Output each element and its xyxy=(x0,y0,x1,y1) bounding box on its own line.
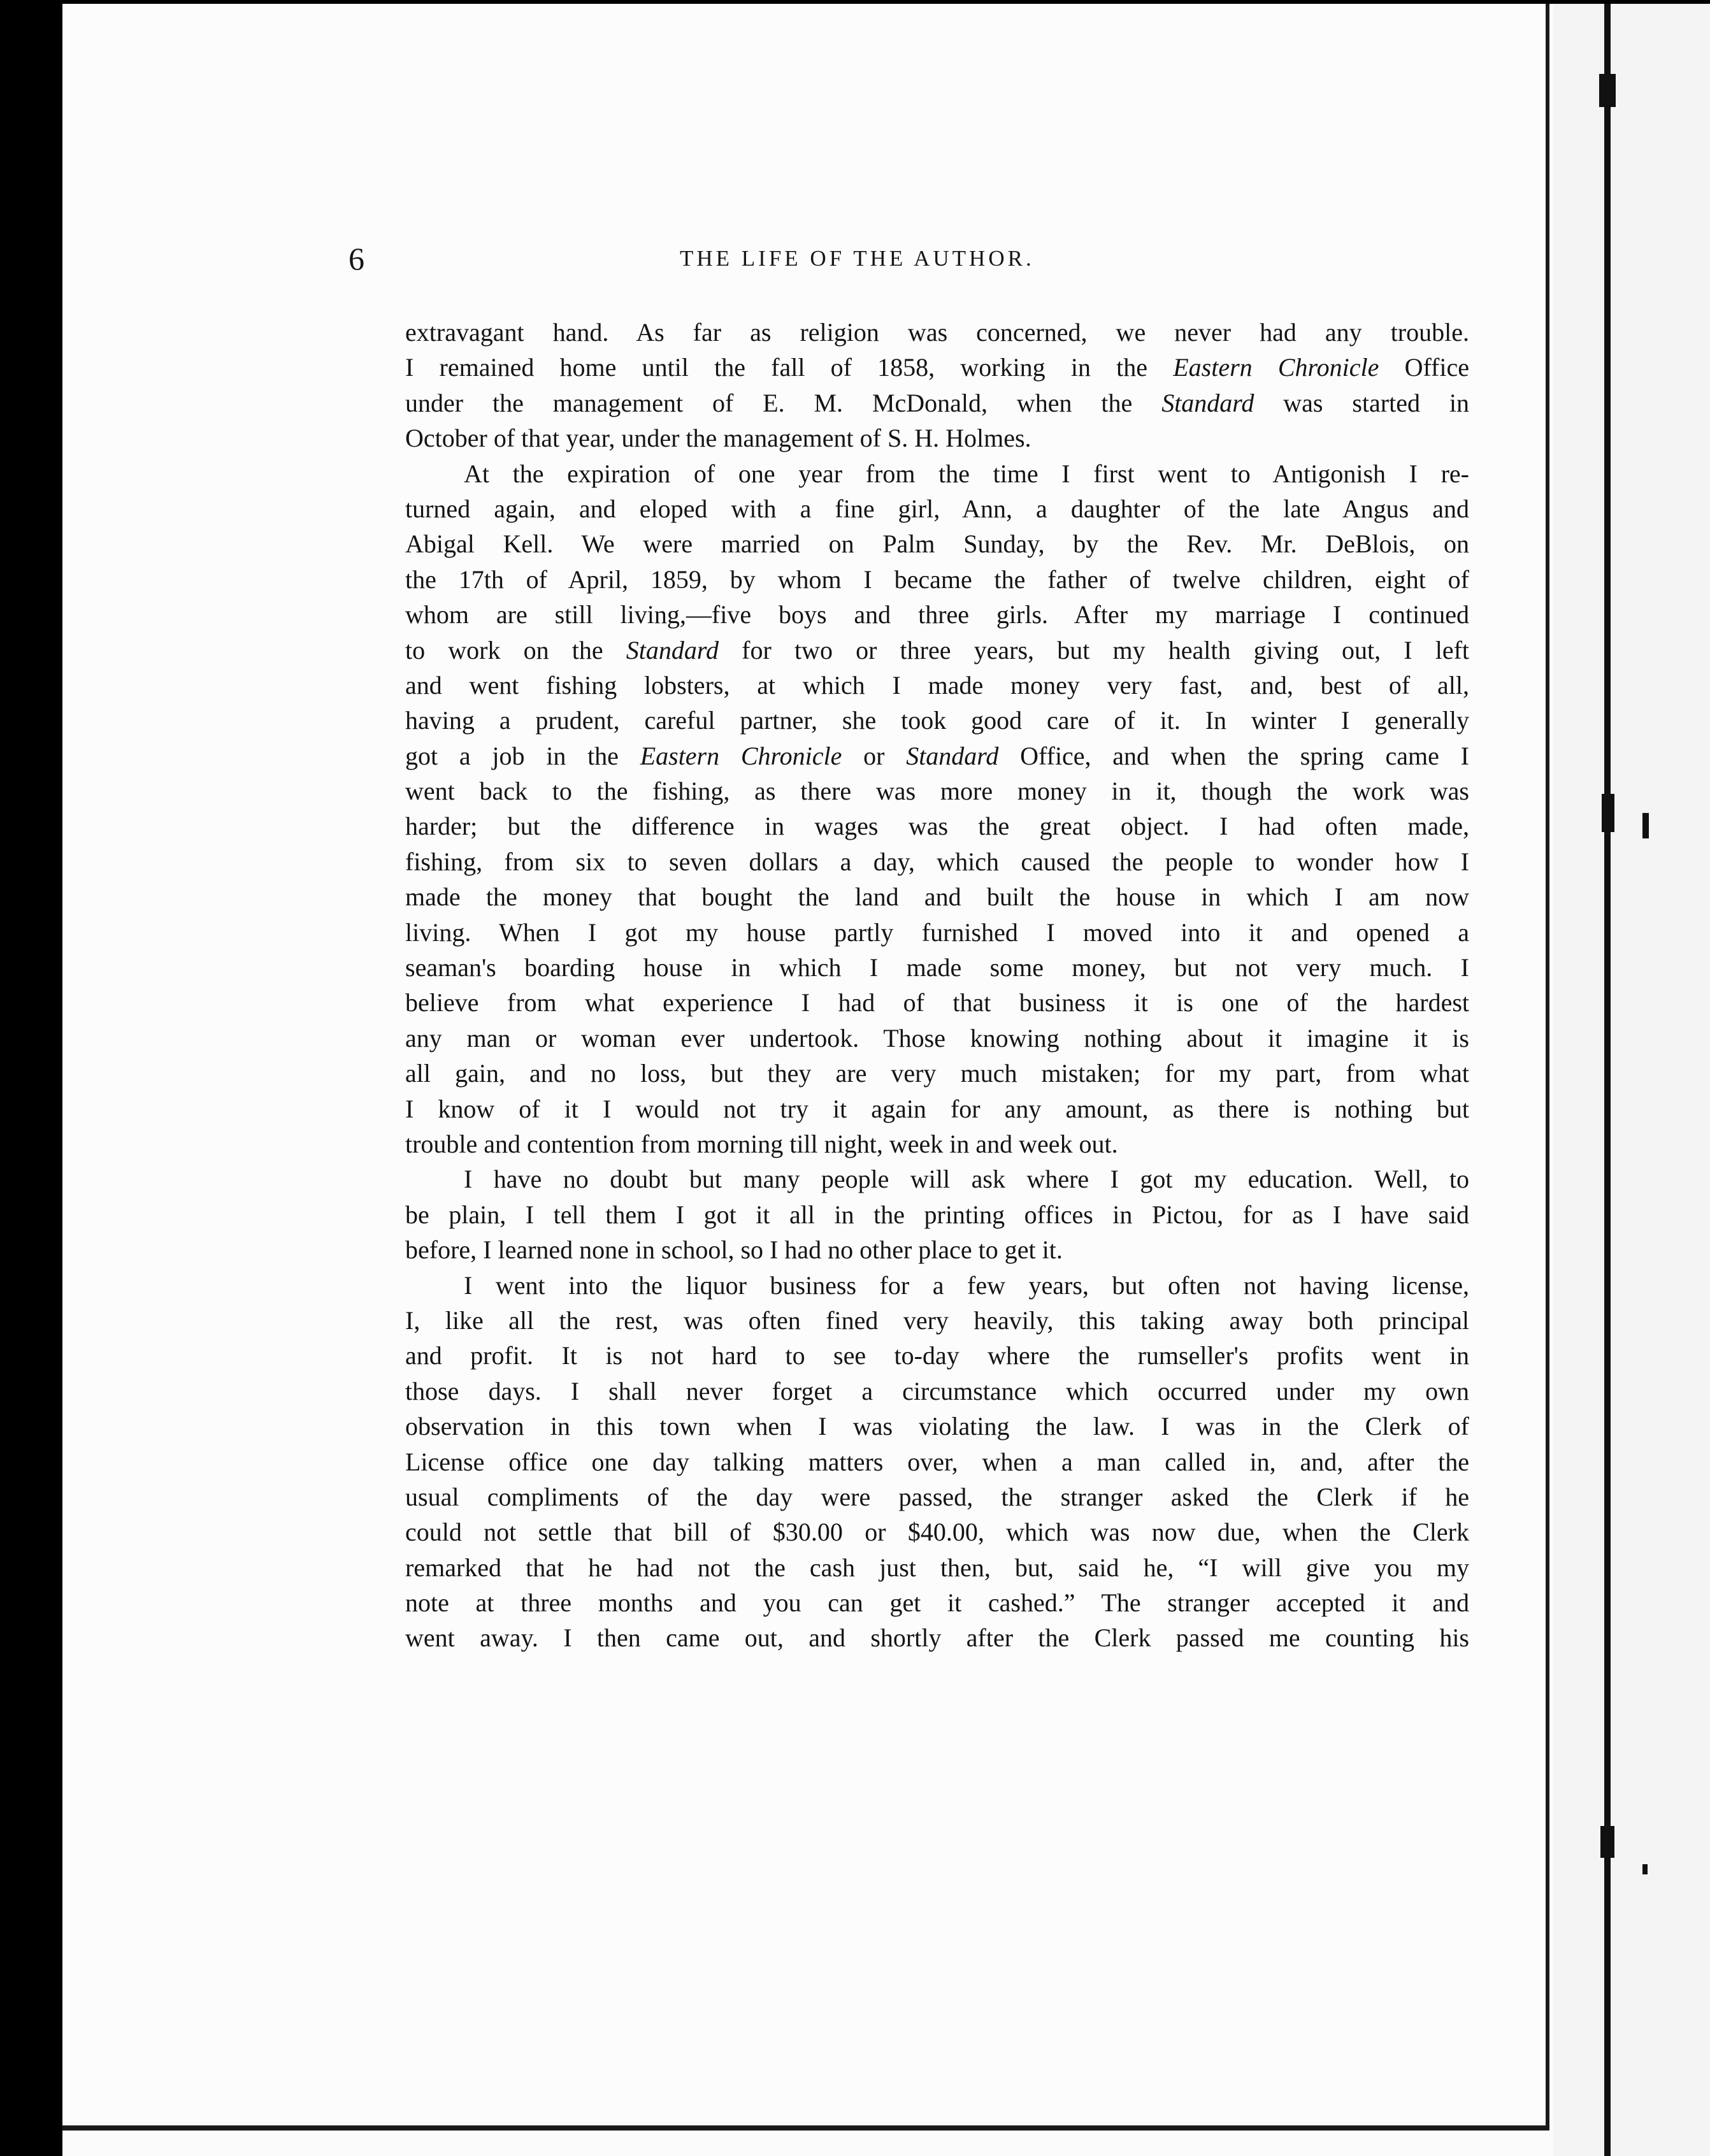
text-segment: the 17th of April, 1859, by whom I became the father of twelve children, eight of xyxy=(405,564,1469,594)
text-segment: I know of it I would not try it again for any amount, as there is nothing but xyxy=(405,1094,1469,1123)
text-segment: observation in this town when I was violating the law. I was in the Clerk of xyxy=(405,1412,1469,1441)
text-segment: any man or woman ever undertook. Those knowing nothing about it imagine it is xyxy=(405,1023,1469,1053)
text-line xyxy=(405,1620,1469,1655)
text-line xyxy=(405,738,1469,773)
text-segment: seaman's boarding house in which I made some money, but not very much. I xyxy=(405,953,1469,982)
text-line xyxy=(405,950,1469,985)
text-segment: was started in xyxy=(1254,388,1469,417)
text-line xyxy=(405,879,1469,914)
text-segment: trouble and contention from morning till night, week in and week out. xyxy=(405,1129,1118,1158)
text-line xyxy=(405,844,1469,879)
text-segment: having a prudent, careful partner, she took good care of it. In winter I generally xyxy=(405,706,1469,735)
text-segment: I have no doubt but many people will ask where I got my education. Well, to xyxy=(464,1165,1469,1194)
text-segment: went away. I then came out, and shortly after the Clerk passed me counting his xyxy=(405,1623,1469,1653)
text-line xyxy=(405,1268,1469,1303)
facing-page-edge xyxy=(1553,4,1710,2156)
scanned-page xyxy=(62,4,1710,2156)
text-line xyxy=(405,915,1469,950)
text-segment: and profit. It is not hard to see to-day where the rumseller's profits went in xyxy=(405,1341,1469,1370)
italic-title: Standard xyxy=(626,635,719,665)
text-segment: usual compliments of the day were passed, the stranger asked the Clerk if he xyxy=(405,1482,1469,1511)
text-line xyxy=(405,1091,1469,1126)
text-line xyxy=(405,1338,1469,1373)
text-line xyxy=(405,1161,1469,1197)
text-segment: I remained home until the fall of 1858, working in the xyxy=(405,353,1174,382)
text-line xyxy=(405,1021,1469,1056)
text-segment: fishing, from six to seven dollars a day, which caused the people to wonder how I xyxy=(405,847,1469,876)
text-line xyxy=(405,1514,1469,1549)
text-line xyxy=(405,350,1469,385)
italic-title: Standard xyxy=(906,741,999,770)
text-line xyxy=(405,808,1469,844)
text-line xyxy=(405,1197,1469,1232)
text-line xyxy=(405,491,1469,526)
text-segment: or xyxy=(842,741,907,770)
page-number: 6 xyxy=(348,241,364,277)
text-line xyxy=(405,562,1469,597)
text-segment: harder; but the difference in wages was the great object. I had often made, xyxy=(405,812,1469,841)
text-line xyxy=(405,633,1469,668)
text-segment: under the management of E. M. McDonald, when the xyxy=(405,388,1162,417)
text-line xyxy=(405,1303,1469,1338)
text-line xyxy=(405,985,1469,1020)
text-line xyxy=(405,315,1469,350)
text-segment: extravagant hand. As far as religion was concerned, we never had any trouble. xyxy=(405,318,1469,347)
text-line xyxy=(405,456,1469,491)
text-line xyxy=(405,1232,1469,1267)
text-segment: got a job in the xyxy=(405,741,640,770)
text-segment: made the money that bought the land and built the house in which I am now xyxy=(405,882,1469,912)
italic-title: Eastern Chronicle xyxy=(1173,353,1379,382)
text-segment: all gain, and no loss, but they are very much mistaken; for my part, from what xyxy=(405,1059,1469,1088)
gutter-mark xyxy=(1600,1826,1614,1858)
text-segment: At the expiration of one year from the time I first went to Antigonish I re- xyxy=(464,459,1469,488)
text-segment: remarked that he had not the cash just then, but, said he, “I will give you my xyxy=(405,1553,1469,1582)
italic-title: Eastern Chronicle xyxy=(640,741,842,770)
text-segment: before, I learned none in school, so I had no other place to get it. xyxy=(405,1235,1063,1265)
page-header xyxy=(348,240,1467,278)
text-segment: I, like all the rest, was often fined very heavily, this taking away both principal xyxy=(405,1305,1469,1335)
text-line xyxy=(405,1409,1469,1444)
text-line xyxy=(405,385,1469,420)
gutter-mark xyxy=(1602,794,1614,832)
text-line xyxy=(405,1585,1469,1620)
text-segment: could not settle that bill of $30.00 or $40.00, which was now due, when the Clerk xyxy=(405,1518,1469,1547)
text-line xyxy=(405,1126,1469,1161)
text-segment: License office one day talking matters over, when a man called in, and, after the xyxy=(405,1447,1469,1476)
text-segment: to work on the xyxy=(405,635,626,665)
text-line xyxy=(405,1444,1469,1479)
text-line xyxy=(405,703,1469,738)
running-head: THE LIFE OF THE AUTHOR. xyxy=(680,246,1035,271)
text-line xyxy=(405,1056,1469,1091)
text-segment: be plain, I tell them I got it all in the printing offices in Pictou, for as I have said xyxy=(405,1200,1469,1229)
text-line xyxy=(405,773,1469,808)
gutter-mark xyxy=(1599,74,1616,107)
text-line xyxy=(405,597,1469,632)
gutter-mark xyxy=(1642,1864,1648,1874)
text-segment: Abigal Kell. We were married on Palm Sunday, by the Rev. Mr. DeBlois, on xyxy=(405,529,1469,559)
text-line xyxy=(405,420,1469,456)
text-segment: whom are still living,—five boys and three girls. After my marriage I continued xyxy=(405,600,1469,629)
text-segment: note at three months and you can get it cashed.” The stranger accepted it and xyxy=(405,1588,1469,1618)
text-segment: living. When I got my house partly furnished I moved into it and opened a xyxy=(405,917,1469,947)
italic-title: Standard xyxy=(1161,388,1254,417)
text-line xyxy=(405,1550,1469,1585)
text-segment: believe from what experience I had of that business it is one of the hardest xyxy=(405,988,1469,1017)
text-segment: and went fishing lobsters, at which I made money very fast, and, best of all, xyxy=(405,670,1469,700)
text-segment: went back to the fishing, as there was more money in it, though the work was xyxy=(405,777,1469,806)
text-line xyxy=(405,1374,1469,1409)
gutter-mark xyxy=(1642,813,1649,838)
text-segment: those days. I shall never forget a circumstance which occurred under my own xyxy=(405,1376,1469,1405)
text-segment: Office xyxy=(1379,353,1469,382)
body-text xyxy=(405,315,1469,1656)
text-segment: Office, and when the spring came I xyxy=(998,741,1469,770)
text-segment: October of that year, under the management of S. H. Holmes. xyxy=(405,424,1031,453)
text-line xyxy=(405,526,1469,561)
text-segment: for two or three years, but my health giving out, I left xyxy=(719,635,1470,665)
text-segment: I went into the liquor business for a few years, but often not having license, xyxy=(464,1270,1469,1300)
text-line xyxy=(405,668,1469,703)
text-segment: turned again, and eloped with a fine girl, Ann, a daughter of the late Angus and xyxy=(405,494,1469,523)
text-line xyxy=(405,1479,1469,1514)
